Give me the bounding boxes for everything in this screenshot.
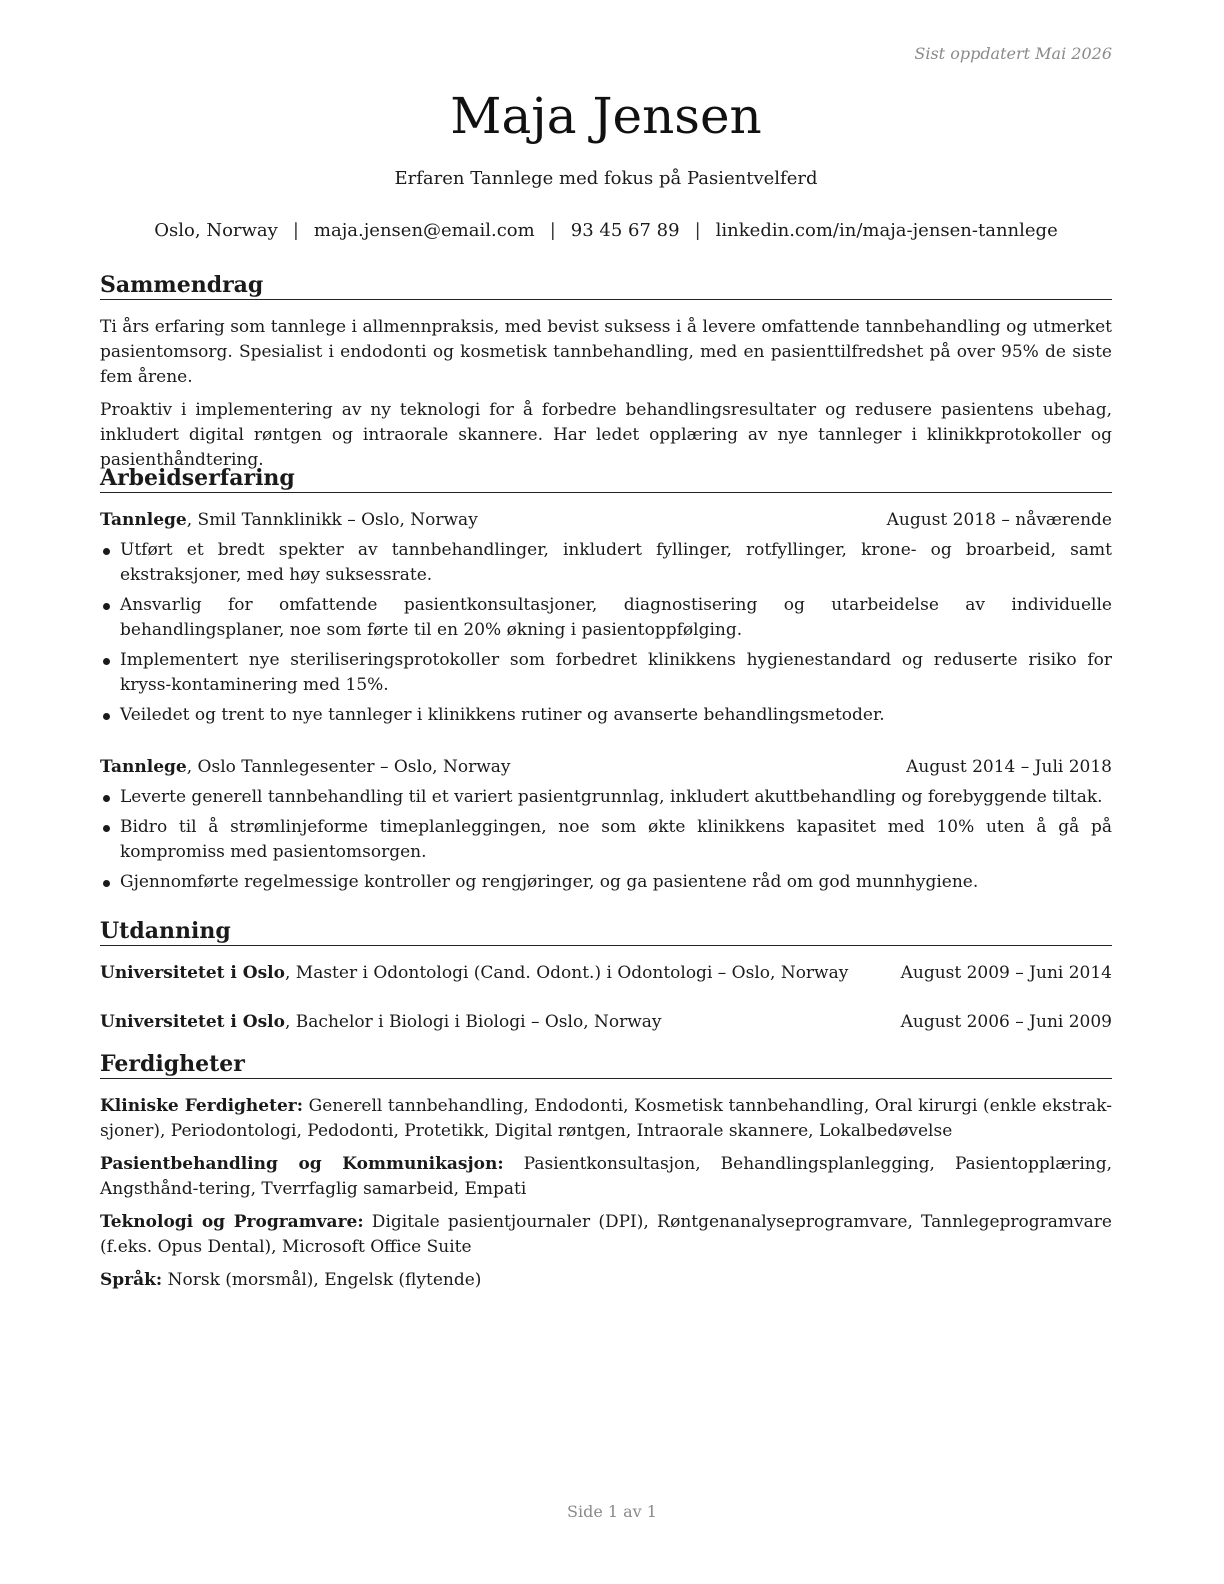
job-employer: , Oslo Tannlegesenter – Oslo, Norway — [186, 757, 511, 777]
job-bullet: Leverte generell tannbehandling til et variert pasientgrunnlag, inkludert akuttbehandling og forebyggende tiltak. — [100, 785, 1112, 810]
skills-section — [100, 1050, 1112, 1293]
summary-paragraph: Ti års erfaring som tannlege i allmennpraksis, med bevist suksess i å levere omfattende tannbehandling og utmerket pasientomsorg. Spesialist i endodonti og kosmetisk tannbehandling, med en pasienttilfredshet på over 95% de siste fem årene. — [100, 317, 1112, 387]
skills-heading: Ferdigheter — [100, 1050, 1112, 1079]
contact-separator: | — [694, 220, 701, 241]
job-header — [100, 755, 1112, 780]
job-dates: August 2014 – Juli 2018 — [906, 757, 1112, 777]
job-dates: August 2018 – nåværende — [886, 510, 1112, 530]
job-title: Tannlege — [100, 757, 187, 777]
contact-linkedin[interactable]: linkedin.com/in/maja-jensen-tannlege — [715, 220, 1058, 241]
skill-group — [100, 1094, 1112, 1144]
job-bullet: Veiledet og trent to nye tannleger i klinikkens rutiner og avanserte behandlingsmetoder. — [100, 703, 1112, 728]
job-title: Tannlege — [100, 510, 187, 530]
job-entry — [100, 508, 1112, 728]
skill-group — [100, 1152, 1112, 1202]
experience-section — [100, 464, 1112, 895]
education-entry — [100, 961, 1112, 986]
skill-group — [100, 1210, 1112, 1260]
candidate-name: Maja Jensen — [450, 87, 762, 145]
skill-group — [100, 1268, 1112, 1293]
education-dates: August 2006 – Juni 2009 — [900, 1012, 1112, 1032]
contact-email[interactable]: maja.jensen@email.com — [313, 220, 535, 241]
job-bullet: Gjennomførte regelmessige kontroller og rengjøringer, og ga pasientene råd om god munnhygiene. — [100, 870, 1112, 895]
experience-heading: Arbeidserfaring — [100, 464, 1112, 493]
contact-separator: | — [292, 220, 299, 241]
contact-line — [100, 219, 1112, 243]
contact-location: Oslo, Norway — [154, 220, 278, 241]
skill-label: Pasientbehandling og Kommunikasjon: — [100, 1154, 504, 1174]
skill-text: Generell tannbehandling, Endodonti, Kosmetisk tannbehandling, Oral kirurgi (enkle ekstrak-sjoner), Periodontologi, Pedodonti, Protetikk, Digital røntgen, Intraorale skannere, Lokalbedøvelse — [100, 1096, 1112, 1141]
education-school: Universitetet i Oslo — [100, 963, 285, 983]
skill-label: Teknologi og Programvare: — [100, 1212, 364, 1232]
skill-text: Digitale pasientjournaler (DPI), Røntgenanalyseprogramvare, Tannlegeprogramvare (f.eks. Opus Dental), Microsoft Office Suite — [100, 1212, 1112, 1257]
education-degree: , Bachelor i Biologi i Biologi – Oslo, Norway — [284, 1012, 662, 1032]
job-bullet: Ansvarlig for omfattende pasientkonsultasjoner, diagnostisering og utarbeidelse av individuelle behandlingsplaner, noe som førte til en 20% økning i pasientoppfølging. — [100, 593, 1112, 643]
last-updated: Sist oppdatert Mai 2026 — [914, 44, 1112, 63]
education-heading: Utdanning — [100, 917, 1112, 946]
education-entry — [100, 1010, 1112, 1035]
education-school: Universitetet i Oslo — [100, 1012, 285, 1032]
job-bullets — [100, 538, 1112, 728]
contact-phone: 93 45 67 89 — [570, 220, 680, 241]
job-bullet: Bidro til å strømlinjeforme timeplanleggingen, noe som økte klinikkens kapasitet med 10% uten å gå på kompromiss med pasientomsorgen. — [100, 815, 1112, 865]
skill-label: Språk: — [100, 1270, 163, 1290]
job-employer: , Smil Tannklinikk – Oslo, Norway — [186, 510, 478, 530]
job-bullet: Utført et bredt spekter av tannbehandlinger, inkludert fyllinger, rotfyllinger, krone- og broarbeid, samt ekstraksjoner, med høy suksessrate. — [100, 538, 1112, 588]
skill-label: Kliniske Ferdigheter: — [100, 1096, 304, 1116]
page-footer: Side 1 av 1 — [567, 1502, 657, 1521]
skill-text: Norsk (morsmål), Engelsk (flytende) — [162, 1270, 482, 1290]
job-bullets — [100, 785, 1112, 895]
summary-paragraph: Proaktiv i implementering av ny teknologi for å forbedre behandlingsresultater og redusere pasientens ubehag, inkludert digital røntgen og intraorale skannere. Har ledet opplæring av nye tannleger i klinikkprotokoller og pasienthåndtering. — [100, 400, 1112, 470]
skill-text: Pasientkonsultasjon, Behandlingsplanlegging, Pasientopplæring, Angsthånd-tering, Tverrfaglig samarbeid, Empati — [100, 1154, 1112, 1199]
summary-section — [100, 271, 1112, 473]
summary-heading: Sammendrag — [100, 271, 1112, 300]
tagline: Erfaren Tannlege med fokus på Pasientvelferd — [394, 168, 818, 189]
education-degree: , Master i Odontologi (Cand. Odont.) i Odontologi – Oslo, Norway — [284, 963, 849, 983]
job-entry — [100, 755, 1112, 895]
job-header — [100, 508, 1112, 533]
education-section — [100, 917, 1112, 1035]
education-dates: August 2009 – Juni 2014 — [900, 963, 1112, 983]
job-bullet: Implementert nye steriliseringsprotokoller som forbedret klinikkens hygienestandard og reduserte risiko for kryss-kontaminering med 15%. — [100, 648, 1112, 698]
contact-separator: | — [549, 220, 556, 241]
